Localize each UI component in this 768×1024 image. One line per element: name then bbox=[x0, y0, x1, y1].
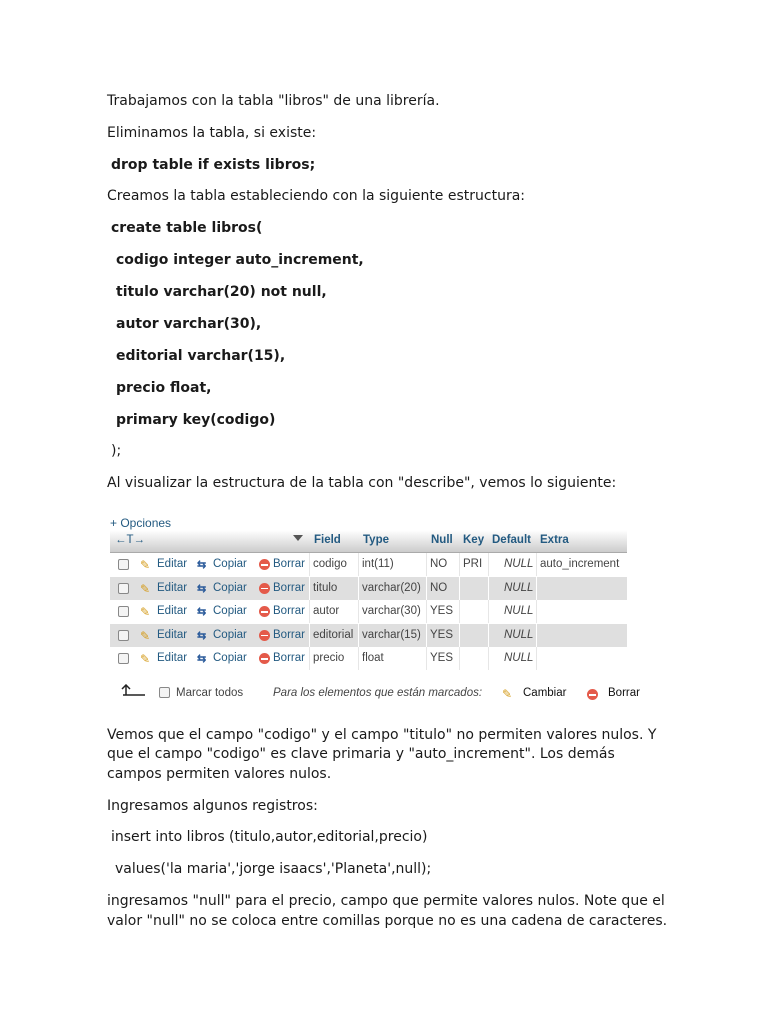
header-default[interactable]: Default bbox=[492, 534, 531, 546]
code-line-primary-key: primary key(codigo) bbox=[116, 412, 276, 428]
options-link[interactable]: + Opciones bbox=[110, 516, 172, 530]
check-all-checkbox[interactable] bbox=[159, 687, 170, 698]
pencil-icon: ✎ bbox=[140, 581, 151, 596]
cell-extra: auto_increment bbox=[540, 558, 620, 570]
header-extra[interactable]: Extra bbox=[540, 534, 569, 546]
copy-link[interactable]: Copiar bbox=[213, 652, 247, 664]
table-header bbox=[110, 530, 627, 553]
cell-null: YES bbox=[430, 605, 454, 617]
cell-type: int(11) bbox=[362, 558, 394, 570]
edit-link[interactable]: Editar bbox=[157, 628, 188, 641]
delete-link[interactable]: Borrar bbox=[273, 652, 305, 664]
header-field[interactable]: Field bbox=[314, 534, 341, 546]
pencil-icon: ✎ bbox=[140, 652, 151, 666]
delete-link[interactable]: Borrar bbox=[273, 628, 305, 641]
code-close-paren: ); bbox=[111, 443, 122, 459]
code-drop-table: drop table if exists libros; bbox=[111, 157, 316, 173]
paragraph-create-intro: Creamos la tabla estableciendo con la siguiente estructura: bbox=[107, 188, 526, 204]
delete-link[interactable]: Borrar bbox=[273, 581, 305, 594]
code-line-codigo: codigo integer auto_increment, bbox=[116, 252, 364, 268]
cell-null: YES bbox=[430, 628, 454, 641]
header-type[interactable]: Type bbox=[363, 534, 389, 546]
table-row bbox=[110, 600, 627, 623]
code-line-titulo: titulo varchar(20) not null, bbox=[116, 284, 327, 300]
change-button[interactable]: Cambiar bbox=[523, 687, 567, 699]
row-checkbox[interactable] bbox=[118, 559, 129, 570]
table-row bbox=[110, 553, 627, 576]
column-nav-arrows[interactable]: ←T→ bbox=[115, 534, 146, 546]
table-row bbox=[110, 577, 627, 600]
copy-icon: ⇆ bbox=[197, 559, 205, 571]
edit-link[interactable]: Editar bbox=[157, 652, 188, 664]
cell-default: NULL bbox=[504, 581, 534, 594]
cell-field: editorial bbox=[313, 628, 354, 641]
paragraph-describe-intro: Al visualizar la estructura de la tabla con "describe", vemos lo siguiente: bbox=[107, 475, 617, 491]
edit-link[interactable]: Editar bbox=[157, 558, 188, 570]
cell-null: YES bbox=[430, 652, 454, 664]
with-selected-label: Para los elementos que están marcados: bbox=[273, 687, 483, 699]
cell-field: titulo bbox=[313, 581, 338, 594]
paragraph-insert-intro: Ingresamos algunos registros: bbox=[107, 798, 318, 814]
paragraph-null-explain-1: Vemos que el campo "codigo" y el campo "titulo" no permiten valores nulos. Y bbox=[107, 727, 657, 743]
copy-icon: ⇆ bbox=[197, 582, 205, 595]
paragraph-null-explain-2: que el campo "codigo" es clave primaria y "auto_increment". Los demás bbox=[107, 746, 615, 762]
code-values: values('la maria','jorge isaacs','Planeta',null); bbox=[115, 861, 432, 877]
cell-default: NULL bbox=[504, 558, 534, 570]
paragraph-drop-intro: Eliminamos la tabla, si existe: bbox=[107, 125, 317, 141]
copy-icon: ⇆ bbox=[197, 653, 205, 665]
cell-default: NULL bbox=[504, 628, 534, 641]
cell-default: NULL bbox=[504, 652, 534, 664]
code-create-table: create table libros( bbox=[111, 220, 263, 236]
cell-default: NULL bbox=[504, 605, 534, 617]
table-footer bbox=[107, 684, 647, 704]
delete-icon bbox=[259, 559, 270, 570]
delete-selected-button[interactable]: Borrar bbox=[608, 687, 640, 699]
code-line-precio: precio float, bbox=[116, 380, 212, 396]
paragraph-null-explain-3: campos permiten valores nulos. bbox=[107, 766, 332, 782]
code-line-autor: autor varchar(30), bbox=[116, 316, 262, 332]
delete-icon bbox=[259, 630, 270, 641]
header-key[interactable]: Key bbox=[463, 534, 485, 546]
pencil-icon: ✎ bbox=[140, 605, 151, 619]
row-checkbox[interactable] bbox=[118, 606, 129, 617]
cell-key: PRI bbox=[463, 558, 483, 570]
header-null[interactable]: Null bbox=[431, 534, 453, 546]
edit-link[interactable]: Editar bbox=[157, 605, 188, 617]
cell-type: varchar(30) bbox=[362, 605, 421, 617]
cell-null: NO bbox=[430, 581, 448, 594]
cell-field: autor bbox=[313, 605, 340, 617]
copy-link[interactable]: Copiar bbox=[213, 628, 247, 641]
cell-type: float bbox=[362, 652, 384, 664]
edit-link[interactable]: Editar bbox=[157, 581, 188, 594]
paragraph-null-note-2: valor "null" no se coloca entre comillas porque no es una cadena de caracteres. bbox=[107, 913, 668, 929]
delete-link[interactable]: Borrar bbox=[273, 605, 305, 617]
copy-icon: ⇆ bbox=[197, 629, 205, 642]
cell-field: codigo bbox=[313, 558, 347, 570]
code-insert-into: insert into libros (titulo,autor,editorial,precio) bbox=[111, 829, 428, 845]
copy-link[interactable]: Copiar bbox=[213, 581, 247, 594]
copy-link[interactable]: Copiar bbox=[213, 558, 247, 570]
cell-type: varchar(15) bbox=[362, 628, 421, 641]
sort-down-icon[interactable] bbox=[293, 535, 303, 541]
arrow-up-left-icon bbox=[121, 684, 147, 696]
pencil-icon: ✎ bbox=[140, 558, 151, 572]
row-checkbox[interactable] bbox=[118, 653, 129, 664]
code-line-editorial: editorial varchar(15), bbox=[116, 348, 286, 364]
delete-icon bbox=[259, 583, 270, 594]
copy-link[interactable]: Copiar bbox=[213, 605, 247, 617]
paragraph-null-note-1: ingresamos "null" para el precio, campo que permite valores nulos. Note que el bbox=[107, 893, 665, 909]
pencil-icon: ✎ bbox=[502, 687, 513, 701]
delete-icon bbox=[259, 606, 270, 617]
cell-null: NO bbox=[430, 558, 448, 570]
check-all-label[interactable]: Marcar todos bbox=[176, 687, 244, 699]
cell-type: varchar(20) bbox=[362, 581, 421, 594]
pencil-icon: ✎ bbox=[140, 628, 151, 643]
paragraph-intro: Trabajamos con la tabla "libros" de una librería. bbox=[107, 93, 440, 109]
delete-link[interactable]: Borrar bbox=[273, 558, 305, 570]
delete-icon bbox=[259, 653, 270, 664]
delete-icon bbox=[587, 689, 598, 700]
copy-icon: ⇆ bbox=[197, 606, 205, 618]
row-checkbox[interactable] bbox=[118, 583, 129, 594]
cell-field: precio bbox=[313, 652, 345, 664]
table-row bbox=[110, 624, 627, 647]
table-row bbox=[110, 647, 627, 670]
row-checkbox[interactable] bbox=[118, 630, 129, 641]
